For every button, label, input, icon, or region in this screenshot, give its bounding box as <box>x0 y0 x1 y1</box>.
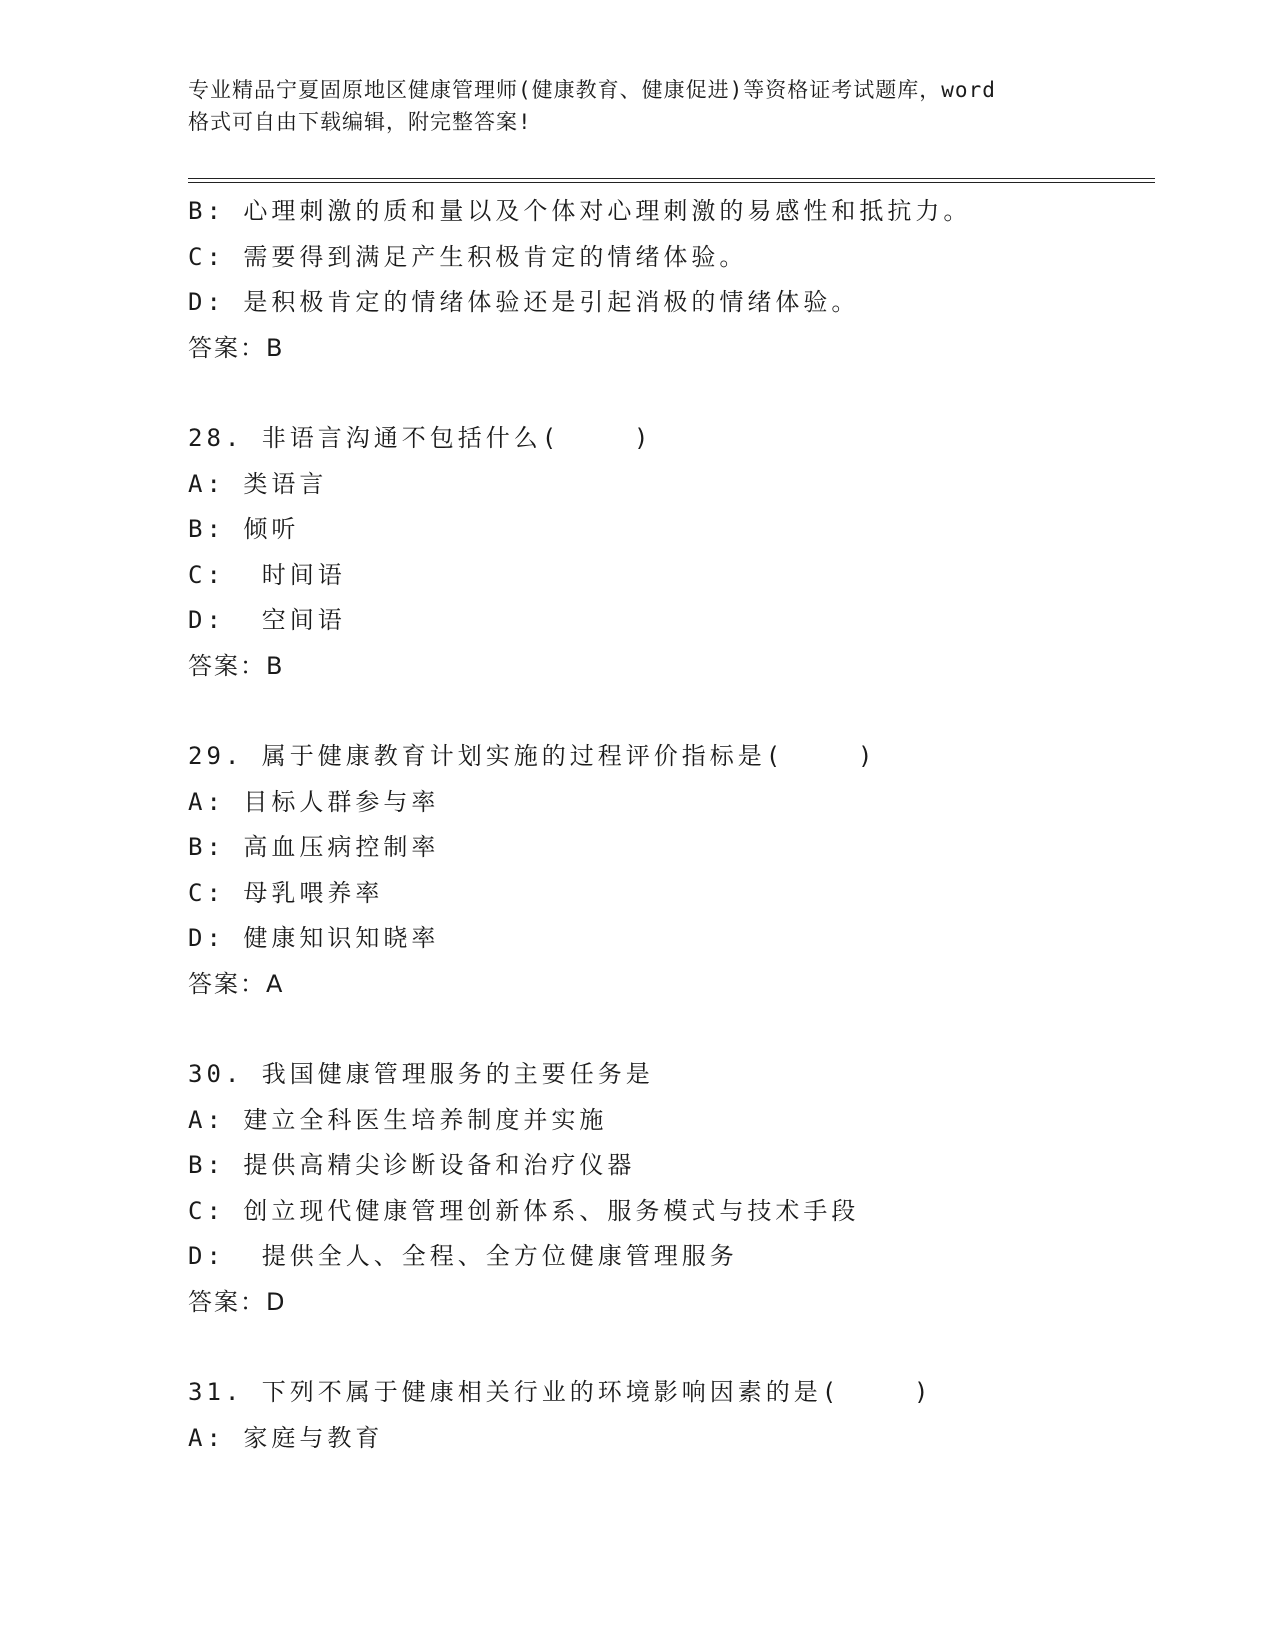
option-c: C: 时间语 <box>188 560 346 589</box>
question-30 <box>188 1052 1148 1325</box>
question-31 <box>188 1370 1148 1461</box>
header-divider-top <box>188 178 1155 179</box>
question-list <box>188 189 1148 1461</box>
option-a: A: 目标人群参与率 <box>188 787 440 816</box>
question-28 <box>188 416 1148 689</box>
question-stem: 30. 我国健康管理服务的主要任务是 <box>188 1060 654 1088</box>
question-stem: 31. 下列不属于健康相关行业的环境影响因素的是( ) <box>188 1378 933 1406</box>
option-c: C: 创立现代健康管理创新体系、服务模式与技术手段 <box>188 1196 860 1225</box>
question-27-continuation <box>188 189 1148 371</box>
answer-line: 答案：B <box>188 333 285 362</box>
option-d: D: 健康知识知晓率 <box>188 924 440 952</box>
answer-line: 答案：A <box>188 969 285 998</box>
option-b: B: 心理刺激的质和量以及个体对心理刺激的易感性和抵抗力。 <box>188 197 972 225</box>
answer-line: 答案：D <box>188 1287 287 1316</box>
option-b: B: 倾听 <box>188 515 300 543</box>
option-a: A: 家庭与教育 <box>188 1423 384 1452</box>
option-a: A: 建立全科医生培养制度并实施 <box>188 1105 608 1134</box>
document-header <box>188 74 1088 138</box>
option-b: B: 高血压病控制率 <box>188 833 440 861</box>
question-stem: 29. 属于健康教育计划实施的过程评价指标是( ) <box>188 742 877 770</box>
option-d: D: 是积极肯定的情绪体验还是引起消极的情绪体验。 <box>188 288 860 316</box>
option-c: C: 母乳喂养率 <box>188 878 384 907</box>
option-c: C: 需要得到满足产生积极肯定的情绪体验。 <box>188 242 748 271</box>
header-line-2: 格式可自由下载编辑，附完整答案! <box>188 110 532 134</box>
question-29 <box>188 734 1148 1007</box>
answer-line: 答案：B <box>188 651 285 680</box>
option-d: D: 提供全人、全程、全方位健康管理服务 <box>188 1242 738 1270</box>
option-a: A: 类语言 <box>188 469 328 498</box>
option-b: B: 提供高精尖诊断设备和治疗仪器 <box>188 1151 636 1179</box>
option-d: D: 空间语 <box>188 606 346 634</box>
question-stem: 28. 非语言沟通不包括什么( ) <box>188 424 653 452</box>
header-line-1: 专业精品宁夏固原地区健康管理师(健康教育、健康促进)等资格证考试题库，word <box>188 78 996 102</box>
header-divider-bottom <box>188 182 1155 183</box>
